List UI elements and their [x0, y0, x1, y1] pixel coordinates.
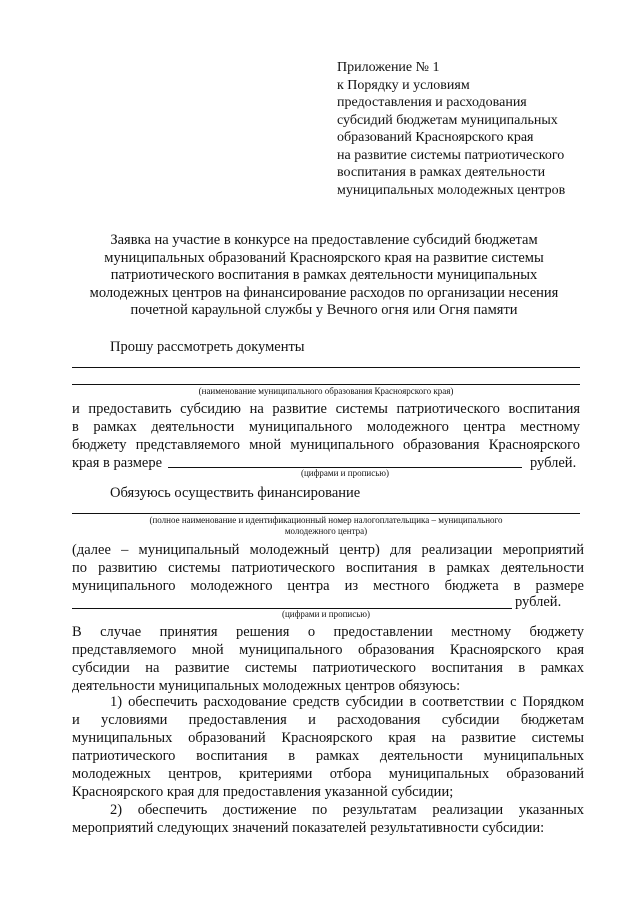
item-line: патриотического воспитания в рамках деятельности муниципальных [72, 748, 584, 764]
paragraph-line: муниципального молодежного центра из местного бюджета в размере [72, 578, 584, 594]
item-line: и условиями предоставления и расходования субсидии бюджетам [72, 712, 584, 728]
caption-center [72, 515, 580, 537]
appendix-header [337, 59, 617, 199]
appendix-line: воспитания в рамках деятельности [337, 165, 546, 180]
appendix-line: муниципальных молодежных центров [337, 182, 566, 198]
appendix-line: Приложение № 1 [337, 60, 440, 75]
commit-text: Обязуюсь осуществить финансирование [110, 485, 361, 501]
paragraph-line: В случае принятия решения о предоставлении местному бюджету [72, 624, 584, 640]
item-line: 1) обеспечить расходование средств субсидии в соответствии с Порядком [110, 694, 584, 710]
paragraph-line: субсидии на развитие системы патриотического воспитания в рамках [72, 660, 584, 676]
item-line: Красноярского края для предоставления указанной субсидии; [72, 784, 454, 800]
fill-line-municipality-2[interactable] [72, 384, 580, 385]
appendix-line: на развитие системы патриотического [337, 147, 565, 163]
item-line: 2) обеспечить достижение по результатам реализации указанных [110, 802, 584, 818]
paragraph-line: в рамках деятельности муниципального молодежного центра местному [72, 419, 580, 435]
paragraph-line: деятельности муниципальных молодежных центров обязуюсь: [72, 678, 461, 694]
caption-amount-2: (цифрами и прописью) [281, 609, 371, 619]
document-title [70, 232, 578, 320]
paragraph-line: по развитию системы патриотического воспитания в рамках деятельности [72, 560, 584, 576]
paragraph-line: представляемого мной муниципального образования Красноярского края [72, 642, 584, 658]
appendix-line: к Порядку и условиям [337, 77, 470, 93]
fill-line-municipality-1[interactable] [72, 367, 580, 368]
amount-prefix: края в размере [72, 455, 163, 471]
title-line: муниципальных образований Красноярского края на развитие системы [104, 249, 544, 266]
appendix-line: образований Красноярского края [337, 130, 534, 145]
caption-center-line: (полное наименование и идентификационный номер налогоплательщика – муниципального [149, 515, 503, 525]
title-line: Заявка на участие в конкурсе на предоставление субсидий бюджетам [110, 232, 538, 248]
paragraph-decision [72, 623, 584, 695]
paragraph-line: бюджету представляемого мной муниципального образования Красноярского [72, 437, 580, 453]
fill-line-center[interactable] [72, 513, 580, 514]
title-line: почетной караульной службы у Вечного огня или Огня памяти [130, 302, 518, 318]
paragraph-center [72, 541, 584, 595]
appendix-line: предоставления и расходования [337, 95, 527, 110]
title-line: молодежных центров на финансирование расходов по организации несения [89, 284, 559, 301]
item-line: молодежных центров, критериями отбора муниципальных образований [72, 766, 584, 782]
amount-suffix-2: рублей. [515, 594, 562, 610]
caption-amount-1: (цифрами и прописью) [300, 468, 390, 478]
caption-municipality: (наименование муниципального образования Красноярского края) [198, 386, 454, 396]
paragraph-subsidy [72, 400, 580, 454]
item-2 [72, 801, 584, 837]
paragraph-line: и предоставить субсидию на развитие системы патриотического воспитания [72, 401, 580, 417]
item-1 [72, 693, 584, 801]
paragraph-line: (далее – муниципальный молодежный центр) для реализации мероприятий [72, 542, 584, 558]
amount-suffix: рублей. [530, 455, 577, 471]
appendix-line: субсидий бюджетам муниципальных [337, 112, 558, 128]
item-line: мероприятий следующих значений показателей результативности субсидии: [72, 820, 545, 836]
caption-center-line: молодежного центра) [284, 526, 368, 536]
item-line: муниципальных образований Красноярского края на развитие системы [72, 730, 584, 746]
title-line: патриотического воспитания в рамках деятельности муниципальных [110, 267, 538, 283]
request-text: Прошу рассмотреть документы [110, 339, 305, 355]
